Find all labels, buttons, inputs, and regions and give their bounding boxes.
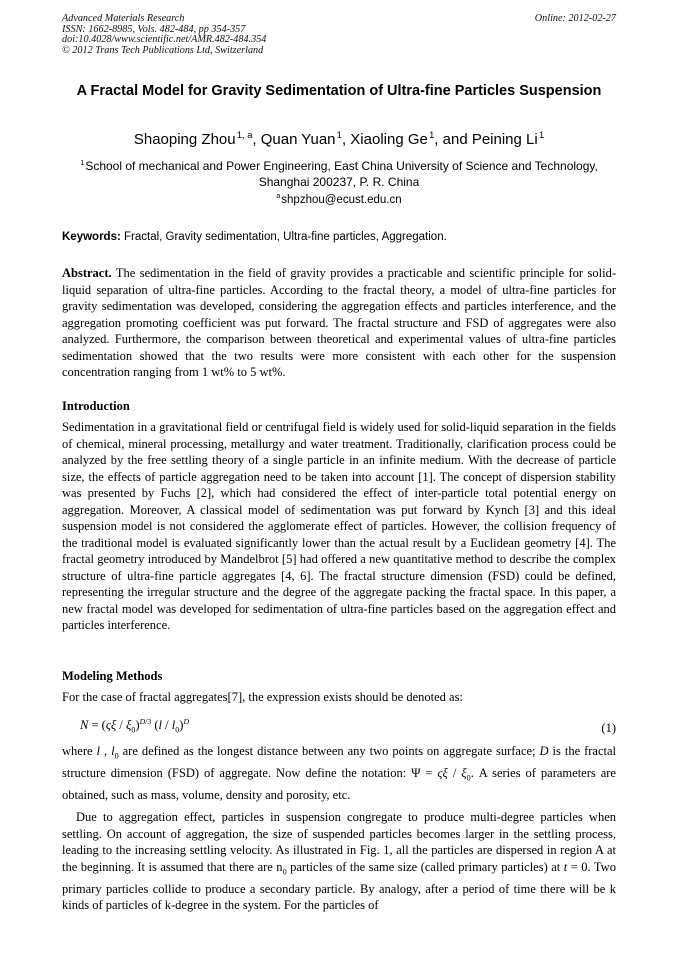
affiliation bbox=[62, 158, 616, 190]
author-list bbox=[62, 130, 616, 150]
email-address: shpzhou@ecust.edu.cn bbox=[281, 194, 402, 206]
introduction-paragraph: Sedimentation in a gravitational field or centrifugal field is widely used for solid-liquid separation in the fields of chemical, mineral processing, metallurgy and water treatment. Traditionally, clarification process could be analyzed by the free settling theory of a single particle in an infinite medium. With the decrease of particle size, the effects of particle aggregation need to be taken into account [1]. The concept of dispersion stability was presented by Fuchs [2], which had considered the effect of inter-particle total potential energy on aggregation. Moreover, A classical model of sedimentation was put forward by Kynch [3] and this ideal suspension model is not considered the agglomerate effect of particles. However, the collision frequency of the traditional model is evaluated significantly lower than the actual result by a Euclidean geometry [4]. The fractal geometry introduced by Mandelbrot [5] had offered a new quantitative method to describe the complex structure of ultra-fine particle aggregates [4, 6]. The fractal structure dimension (FSD) could be defined, representing the irregular structure and the degree of the aggregate packing the fractal space. In this paper, a new fractal model was developed for sedimentation of ultra-fine particles based on the aggregation effect and particles interference. bbox=[62, 420, 616, 632]
abstract-paragraph bbox=[62, 265, 616, 381]
author-separator: , bbox=[252, 131, 261, 148]
copyright-line: © 2012 Trans Tech Publications Ltd, Switzerland bbox=[62, 44, 264, 56]
text-run: . A series of parameters are obtained, such as mass, volume, density and porosity, etc. bbox=[62, 766, 616, 802]
author-name: Quan Yuan bbox=[260, 131, 336, 148]
author-separator: , bbox=[341, 131, 351, 148]
text-run: Due to aggregation effect, particles in suspension congregate to produce multi-degree particles when settling. On account of aggregation, the size of suspended particles becomes larger in the settling process, leading to the increasing settling velocity. As illustrated in Fig. 1, all the particles are dispersed in region A at the beginning. It is assumed that there are n bbox=[62, 810, 616, 874]
equation-number: (1) bbox=[601, 721, 616, 735]
keywords bbox=[62, 229, 616, 245]
affiliation-mark: 1 bbox=[80, 158, 85, 167]
section-heading-introduction: Introduction bbox=[62, 399, 130, 413]
section-heading-modeling: Modeling Methods bbox=[62, 669, 163, 683]
author-separator: , and bbox=[434, 131, 472, 148]
author-name: Peining Li bbox=[471, 131, 538, 148]
keywords-label: Keywords: bbox=[62, 231, 121, 243]
online-date: Online: 2012-02-27 bbox=[534, 13, 616, 24]
text-run: where bbox=[62, 744, 97, 758]
paper-title: A Fractal Model for Gravity Sedimentation of Ultra-fine Particles Suspension bbox=[76, 83, 602, 99]
journal-header bbox=[62, 14, 616, 56]
keywords-text: Fractal, Gravity sedimentation, Ultra-fine particles, Aggregation. bbox=[124, 231, 447, 243]
text-run: particles of the same size (called primary particles) at bbox=[286, 859, 564, 874]
abstract-label: Abstract. bbox=[62, 266, 112, 280]
equation-1 bbox=[80, 718, 616, 738]
subscript: 0 bbox=[282, 867, 287, 876]
text-run: are defined as the longest distance between any two points on aggregate surface; bbox=[118, 744, 540, 758]
doi-line: doi:10.4028/www.scientific.net/AMR.482-484.354 bbox=[62, 34, 267, 46]
email-line bbox=[62, 192, 616, 208]
affiliation-text: School of mechanical and Power Engineering, East China University of Science and Technology, Shanghai 200237, P. R. China bbox=[85, 159, 598, 189]
text-run: . Two primary particles collide to produce a secondary particle. By analogy, after a period of time there will be k kinds of particles of k-degree in the system. For the particles of bbox=[62, 859, 616, 912]
author-name: Shaoping Zhou bbox=[133, 131, 236, 148]
author-affiliation-mark: 1 bbox=[429, 130, 435, 140]
text-run: is the fractal structure dimension (FSD) of aggregate. Now define the notation: bbox=[62, 744, 617, 780]
email-mark: a bbox=[276, 192, 281, 201]
equation-formula: $N = (\varsigma\xi / \xi_0)^{D/3}$ $(l / l_0)^D$ bbox=[80, 716, 190, 735]
journal-name: Advanced Materials Research bbox=[62, 13, 185, 24]
author-name: Xiaoling Ge bbox=[350, 131, 428, 148]
modeling-paragraph-3: Due to aggregation effect, particles in suspension congregate to produce multi-degree particles when settling. On account of aggregation, the size of suspended particles becomes larger in the settling process, leading to the increasing settling velocity. As illustrated in Fig. 1, all the particles are dispersed in region A at the beginning. It is assumed that there are $n_0$ particles of the same size (called primary particles) at t = 0. Two primary particles collide to produce a secondary particle. By analogy, after a period of time there will be k kinds of particles of k-degree in the system. For the particles of bbox=[62, 810, 616, 912]
author-affiliation-mark: 1 bbox=[336, 130, 342, 140]
abstract-text: The sedimentation in the field of gravity provides a practicable and scientific principle for solid-liquid separation of ultra-fine particles. According to the fractal theory, a model of ultra-fine particles for gravity sedimentation was developed, considering the aggregation effects and particles interference, and the aggregation promoting coefficient was put forward. The fractal structure and FSD of aggregates were also analyzed. Furthermore, the comparison between theoretical and experimental values of ultra-fine particles sedimentation showed that the two results were more consistent with each other for the suspension concentration ranging from 1 wt% to 5 wt%. bbox=[62, 266, 617, 379]
author-affiliation-mark: 1 bbox=[538, 130, 545, 140]
issn-line: ISSN: 1662-8985, Vols. 482-484, pp 354-357 bbox=[62, 23, 246, 35]
modeling-paragraph-1: For the case of fractal aggregates[7], the expression exists should be denoted as: bbox=[62, 690, 463, 704]
author-affiliation-mark: 1, a bbox=[236, 130, 253, 140]
modeling-paragraph-2: where l , $l_0$ are defined as the longest distance between any two points on aggregate surface; D is the fractal structure dimension (FSD) of aggregate. Now define the notation: $\Psi = \varsigma\xi / \xi_0$. A series of parameters are obtained, such as mass, volume, density and porosity, etc. bbox=[62, 744, 617, 802]
